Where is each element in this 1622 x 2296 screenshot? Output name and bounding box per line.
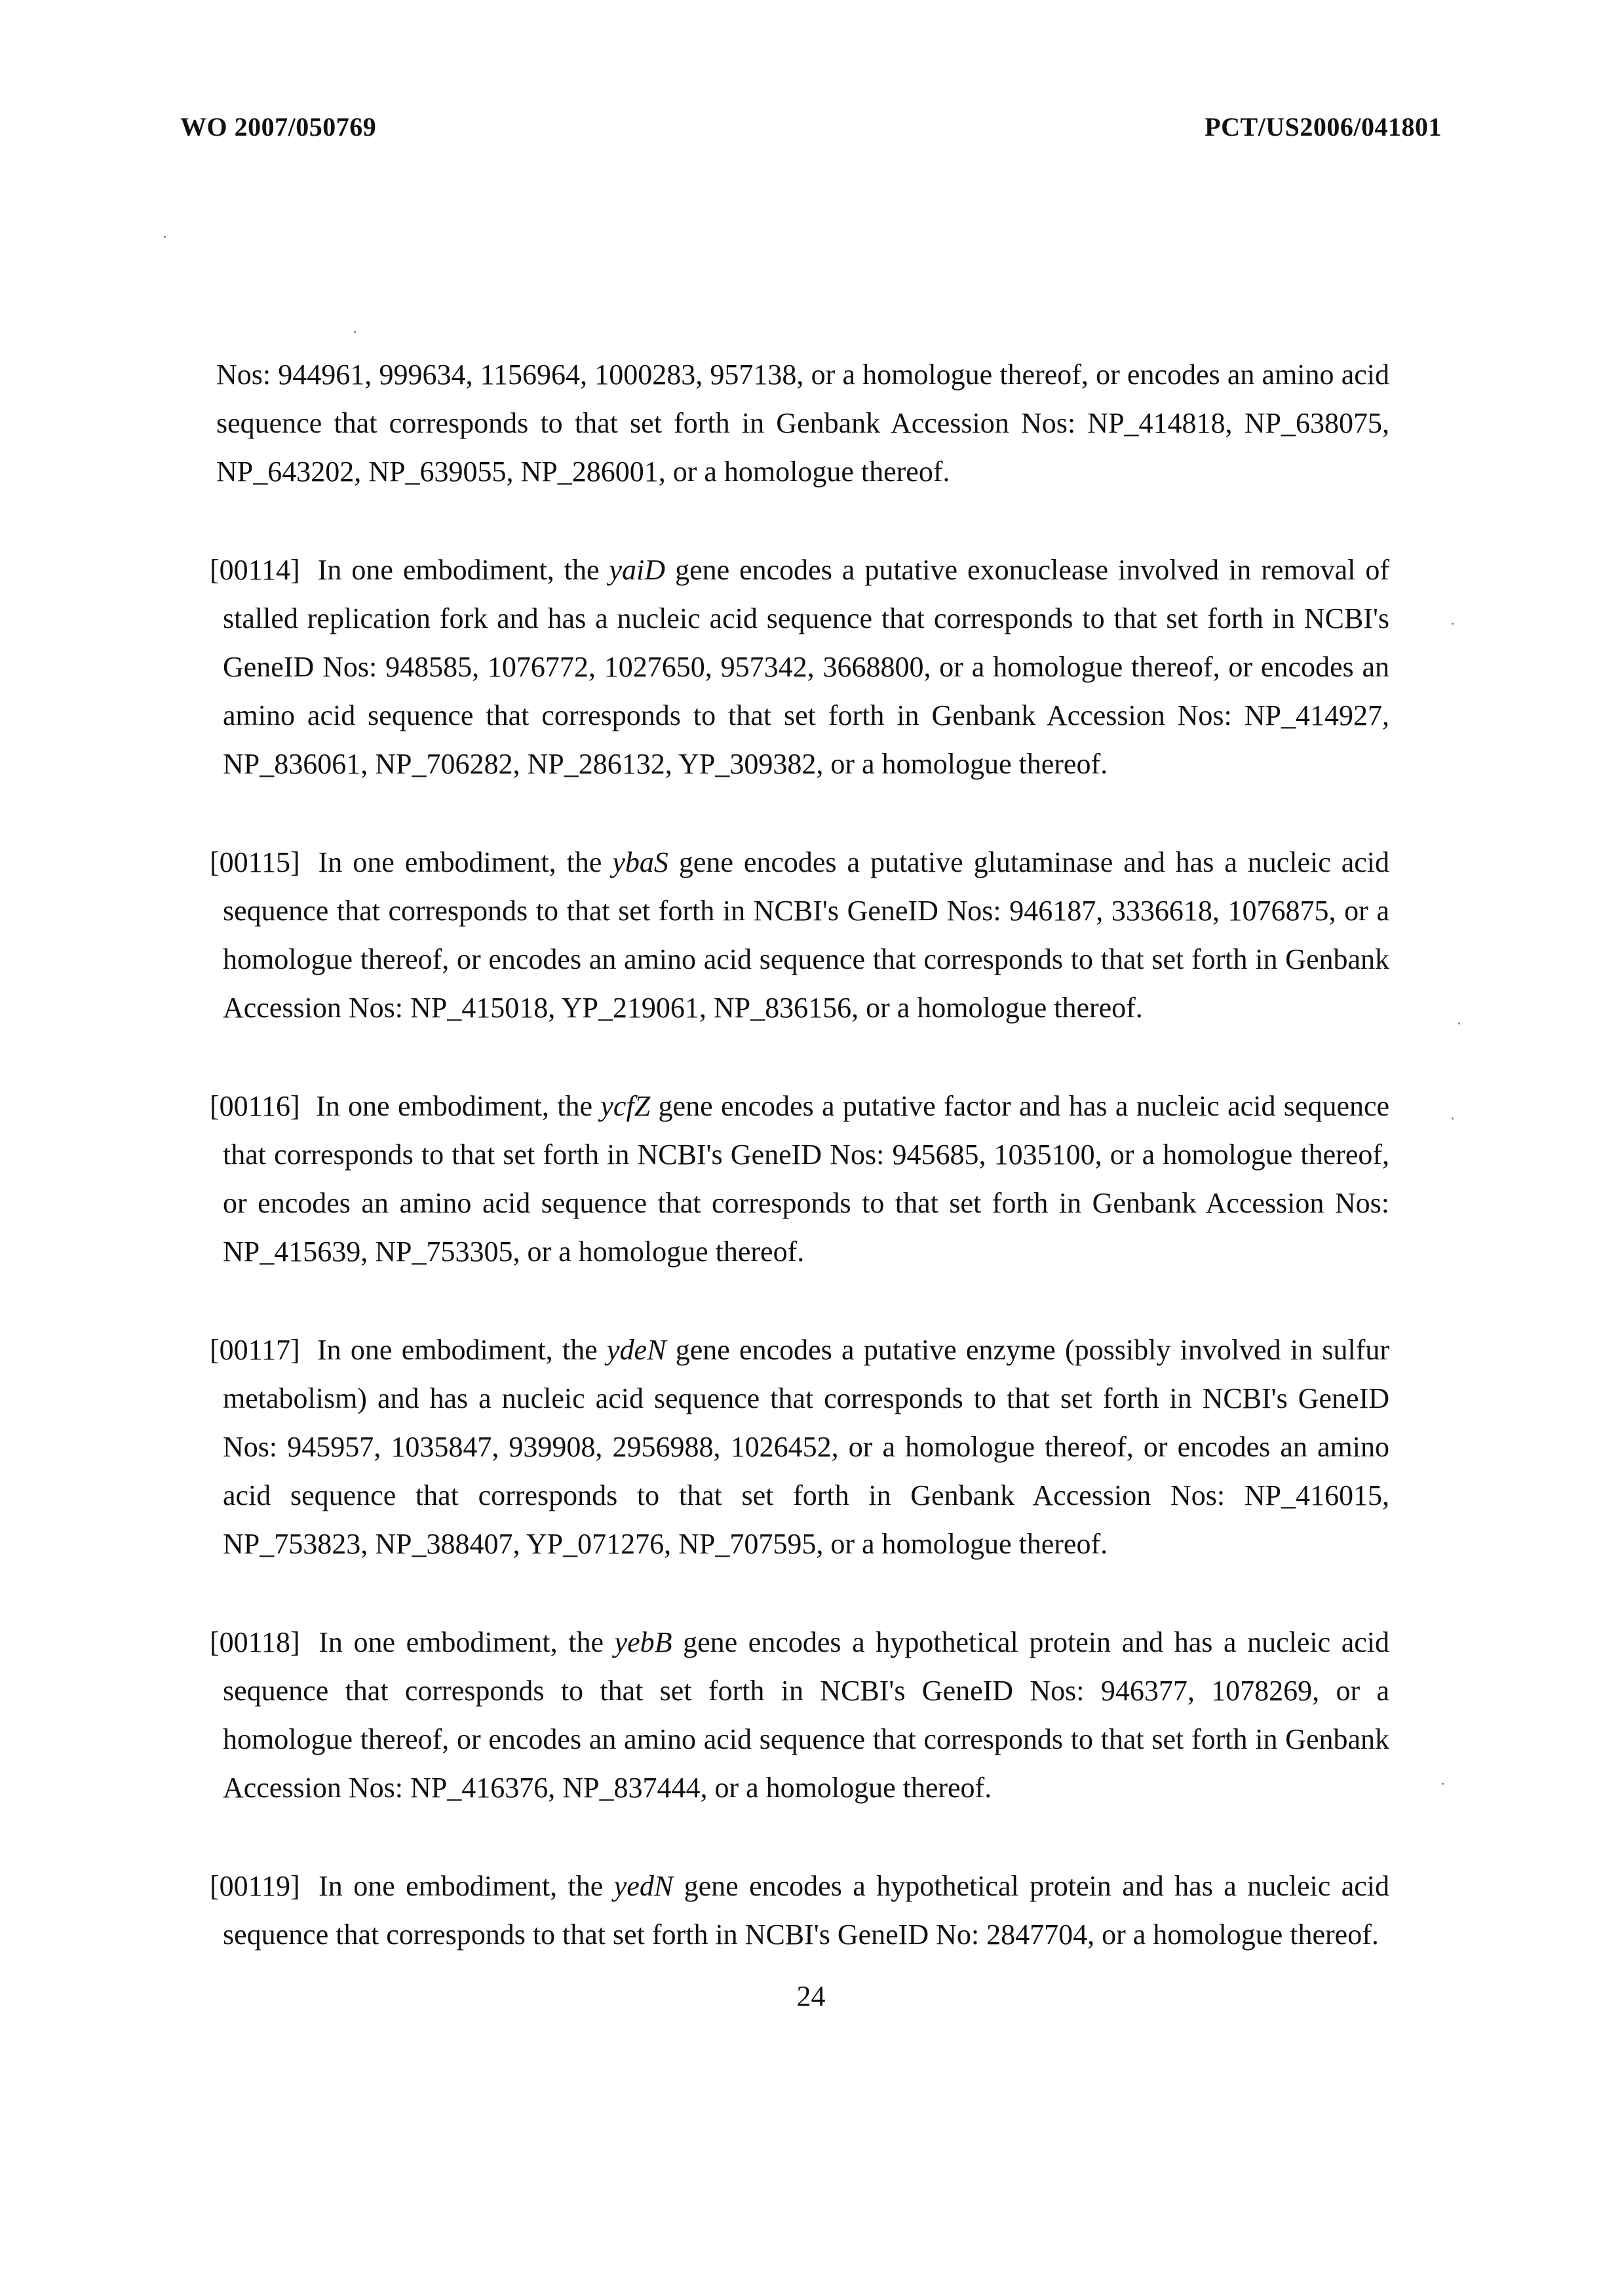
paragraph-text: gene encodes a putative factor and has a nucleic acid sequence that corresponds to that set forth in NCBI's GeneID Nos: 945685, 1035100, or a homologue thereof, or encodes an amino acid sequence that corresponds to that set forth in Genbank Accession Nos: NP_415639, NP_753305, or a homologue thereof. — [223, 1090, 1390, 1268]
document-body — [210, 351, 1389, 2009]
paragraph-number: [00116] — [210, 1090, 300, 1122]
gene-name: ycfZ — [600, 1090, 651, 1122]
paragraph-text: gene encodes a hypothetical protein and has a nucleic acid sequence that corresponds to that set forth in NCBI's GeneID Nos: 946377, 1078269, or a homologue thereof, or encodes an amino acid sequence that corresponds to that set forth in Genbank Accession Nos: NP_416376, NP_837444, or a homologue thereof. — [223, 1626, 1390, 1804]
paragraph-lead: In one embodiment, the — [318, 846, 602, 878]
paragraph-text: gene encodes a hypothetical protein and has a nucleic acid sequence that corresponds to that set forth in NCBI's GeneID No: 2847704, or a homologue thereof. — [223, 1870, 1389, 1951]
gene-name: ybaS — [612, 846, 668, 878]
paragraph-number: [00118] — [210, 1626, 300, 1658]
gene-name: yaiD — [609, 554, 666, 586]
publication-number: WO 2007/050769 — [180, 112, 377, 142]
application-number: PCT/US2006/041801 — [1205, 112, 1442, 142]
paragraph-lead: In one embodiment, the — [317, 554, 600, 586]
paragraph-number: [00117] — [210, 1334, 300, 1366]
scan-speck — [354, 331, 356, 333]
paragraph-00117 — [210, 1326, 1389, 1568]
paragraph-number: [00115] — [210, 846, 300, 878]
paragraph-lead: In one embodiment, the — [319, 1870, 604, 1902]
gene-name: yebB — [614, 1626, 672, 1658]
paragraph-text: gene encodes a putative enzyme (possibly involved in sulfur metabolism) and has a nucleic acid sequence that corresponds to that set forth in NCBI's GeneID Nos: 945957, 1035847, 939908, 2956988, 1026452, or a homologue thereof, or encodes an amino acid sequence that corresponds to that set forth in Genbank Accession Nos: NP_416015, NP_753823, NP_388407, YP_071276, NP_707595, or a homologue thereof. — [223, 1334, 1390, 1560]
paragraph-lead: In one embodiment, the — [317, 1334, 598, 1366]
paragraph-lead: In one embodiment, the — [316, 1090, 593, 1122]
paragraph-00115 — [210, 838, 1389, 1032]
paragraph-00116 — [210, 1082, 1389, 1276]
scan-speck — [1452, 1118, 1454, 1119]
scan-speck — [1442, 1783, 1444, 1785]
scan-speck — [1452, 623, 1454, 625]
paragraph-text: gene encodes a putative glutaminase and has a nucleic acid sequence that corresponds to that set forth in NCBI's GeneID Nos: 946187, 3336618, 1076875, or a homologue thereof, or encodes an amino acid sequence that corresponds to that set forth in Genbank Accession Nos: NP_415018, YP_219061, NP_836156, or a homologue thereof. — [223, 846, 1390, 1024]
paragraph-number: [00119] — [210, 1870, 300, 1902]
continuation-paragraph: Nos: 944961, 999634, 1156964, 1000283, 957138, or a homologue thereof, or encodes an amino acid sequence that corresponds to that set forth in Genbank Accession Nos: NP_414818, NP_638075, NP_643202, NP_639055, NP_286001, or a homologue thereof. — [216, 359, 1389, 488]
gene-name: ydeN — [607, 1334, 666, 1366]
paragraph-00119 — [210, 1862, 1389, 1959]
paragraph-00118 — [210, 1618, 1389, 1812]
gene-name: yedN — [613, 1870, 674, 1902]
paragraph-00114 — [210, 546, 1389, 788]
page-number: 24 — [796, 1980, 826, 2012]
paragraph-lead: In one embodiment, the — [319, 1626, 604, 1658]
paragraph-text: gene encodes a putative exonuclease involved in removal of stalled replication fork and has a nucleic acid sequence that corresponds to that set forth in NCBI's GeneID Nos: 948585, 1076772, 1027650, 957342, 3668800, or a homologue thereof, or encodes an amino acid sequence that corresponds to that set forth in Genbank Accession Nos: NP_414927, NP_836061, NP_706282, NP_286132, YP_309382, or a homologue thereof. — [223, 554, 1390, 780]
paragraph-number: [00114] — [210, 554, 300, 586]
scan-speck — [1458, 1022, 1460, 1024]
scan-speck — [164, 236, 166, 238]
